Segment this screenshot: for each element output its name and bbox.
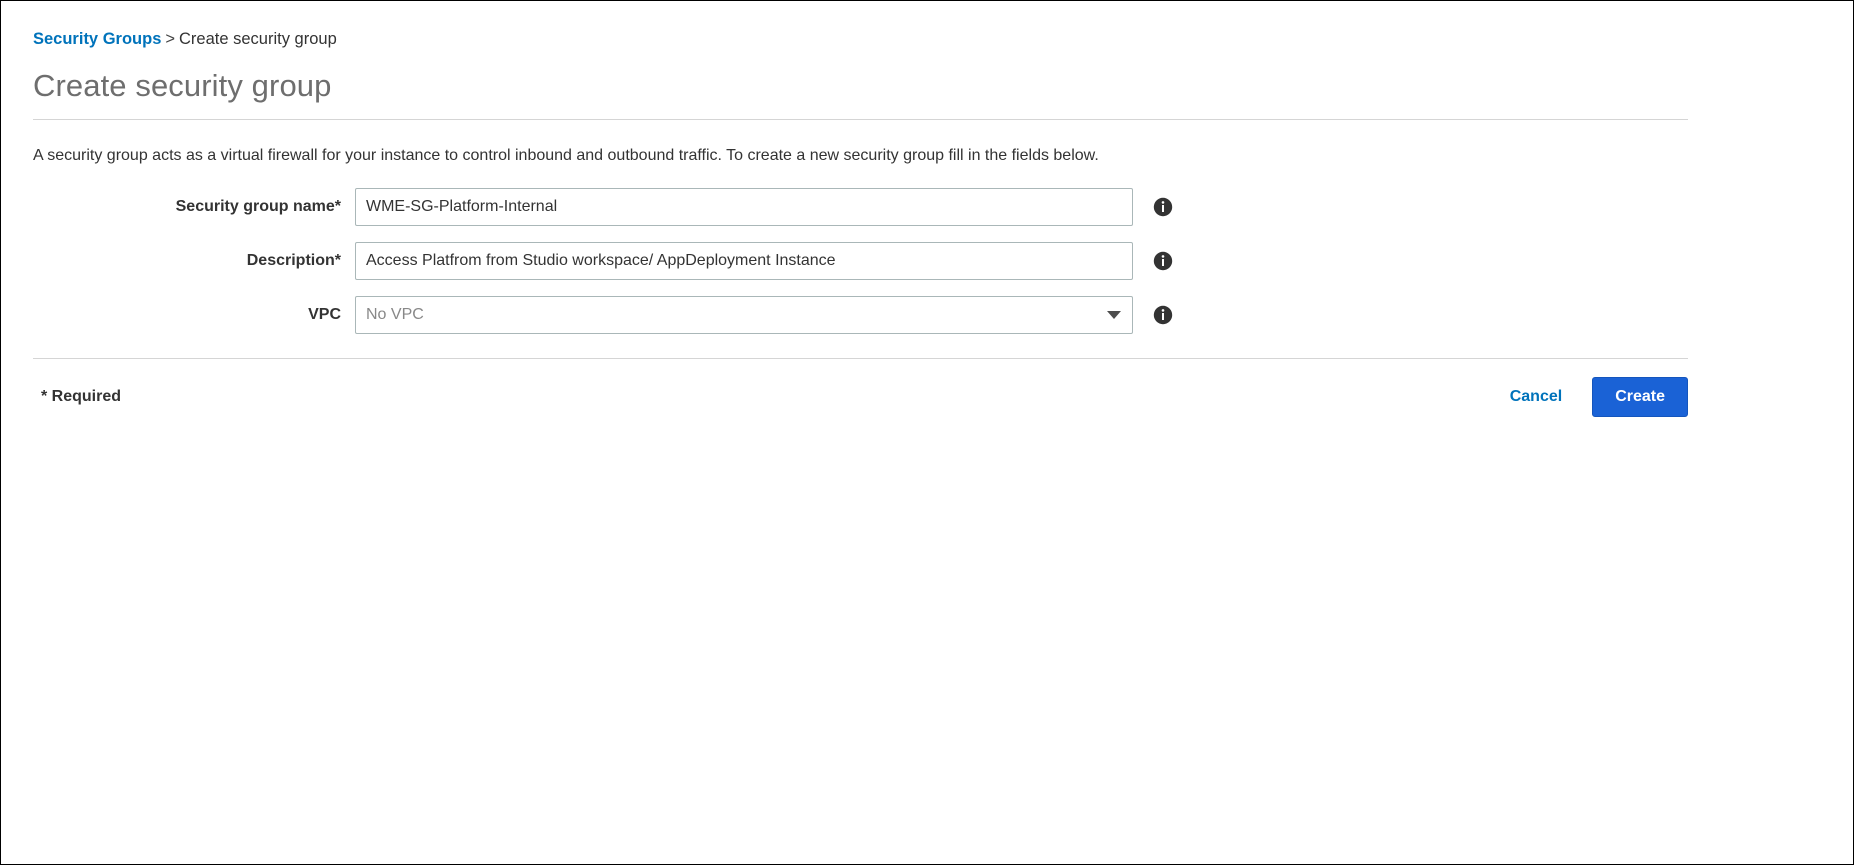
security-group-form — [33, 188, 1819, 334]
cancel-button[interactable]: Cancel — [1494, 380, 1578, 414]
form-row-vpc — [33, 296, 1819, 334]
info-icon[interactable] — [1153, 197, 1173, 217]
title-divider — [33, 119, 1688, 120]
create-button[interactable]: Create — [1592, 377, 1688, 417]
form-footer — [33, 359, 1688, 417]
vpc-select-value: No VPC — [366, 306, 424, 323]
page-content — [1, 1, 1853, 417]
security-group-name-field-wrap — [355, 188, 1173, 226]
form-row-name — [33, 188, 1819, 226]
description-label: Description* — [246, 252, 341, 269]
vpc-select[interactable] — [355, 296, 1133, 334]
intro-text: A security group acts as a virtual firewall for your instance to control inbound and outbound traffic. To create a new security group fill in the fields below. — [33, 147, 1099, 164]
description-input[interactable] — [355, 242, 1133, 280]
security-group-name-input[interactable] — [355, 188, 1133, 226]
breadcrumb — [33, 29, 1819, 49]
breadcrumb-link-security-groups[interactable]: Security Groups — [33, 30, 162, 48]
security-group-name-label: Security group name* — [175, 198, 341, 215]
breadcrumb-separator: > — [165, 30, 176, 48]
breadcrumb-current: Create security group — [179, 30, 337, 48]
description-field-wrap — [355, 242, 1173, 280]
form-row-description — [33, 242, 1819, 280]
info-icon[interactable] — [1153, 305, 1173, 325]
required-note: * Required — [41, 388, 122, 405]
vpc-label: VPC — [308, 306, 341, 323]
page-title: Create security group — [33, 68, 332, 103]
vpc-field-wrap — [355, 296, 1173, 334]
vpc-select-wrap — [355, 296, 1133, 334]
info-icon[interactable] — [1153, 251, 1173, 271]
footer-actions — [1494, 377, 1688, 417]
